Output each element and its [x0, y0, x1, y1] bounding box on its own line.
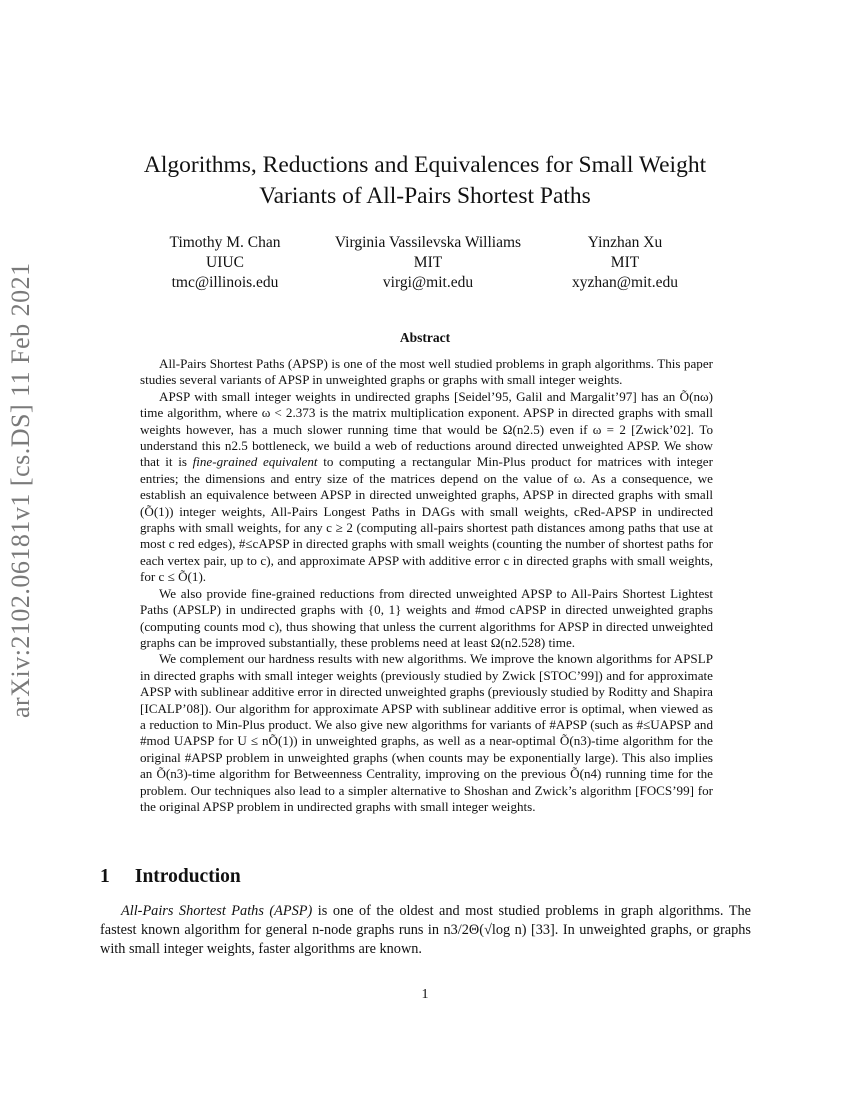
emphasis-term: All-Pairs Shortest Paths (APSP) [121, 903, 313, 919]
author-3 [555, 233, 695, 293]
author-name: Virginia Vassilevska Williams [334, 234, 522, 251]
author-email: xyzhan@mit.edu [572, 274, 678, 291]
title-line-2: Variants of All-Pairs Shortest Paths [259, 183, 591, 209]
section-heading [100, 866, 241, 888]
author-2 [318, 233, 538, 293]
intro-text: is one of the oldest and most studied problems in graph algorithms. The fastest known algorithm for general n-node graphs runs in n3/2Θ(√log n) [33]. In unweighted graphs, or graphs with small integer weights, faster algorithms are known. [100, 903, 751, 958]
section-number: 1 [100, 866, 110, 887]
title-line-1: Algorithms, Reductions and Equivalences for Small Weight [143, 152, 707, 178]
author-affiliation: UIUC [206, 254, 244, 271]
arxiv-stamp: arXiv:2102.06181v1 [cs.DS] 11 Feb 2021 [6, 262, 35, 718]
abstract-text: APSP with small integer weights in undirected graphs [Seidel’95, Galil and Margalit’97] has an Õ(nω) time algorithm, where ω < 2.373 is the matrix multiplication exponent. APSP in directed graphs with small weights however, has a much slower running time that would be Ω(n2.5) even if ω = 2 [Zwick’02]. To understand this n2.5 bottleneck, we build a web of reductions around directed unweighted APSP. We show that it is [140, 388, 713, 470]
abstract-paragraph-2 [140, 389, 713, 586]
abstract-paragraph-1: All-Pairs Shortest Paths (APSP) is one of the most well studied problems in graph algorithms. This paper studies several variants of APSP in unweighted graphs or graphs with small integer weights. [140, 356, 713, 388]
introduction-body [100, 902, 751, 960]
author-email: tmc@illinois.edu [171, 274, 279, 291]
section-title: Introduction [134, 866, 241, 887]
paper-title [100, 150, 750, 212]
abstract-heading: Abstract [399, 330, 451, 345]
author-1 [150, 233, 300, 293]
abstract-paragraph-3: We also provide fine-grained reductions from directed unweighted APSP to All-Pairs Shortest Lightest Paths (APSLP) in undirected graphs with {0, 1} weights and #mod cAPSP in directed unweighted graphs (computing counts mod c), thus showing that unless the current algorithms for APSP in directed unweighted graphs can be improved substantially, these problems need at least Ω(n2.528) time. [140, 585, 713, 650]
abstract-body [140, 356, 713, 815]
abstract-text: to computing a rectangular Min-Plus product for matrices with integer entries; the dimensions and entry size of the matrices depend on the value of ω. As a consequence, we establish an equivalence between APSP in directed unweighted graphs, APSP in directed graphs with small (Õ(1)) integer weights, All-Pairs Longest Paths in DAGs with small weights, cRed-APSP in undirected graphs with small weights, for any c ≥ 2 (computing all-pairs shortest path distances among paths that use at most c red edges), #≤cAPSP in directed graphs with small weights (counting the number of shortest paths for each vertex pair, up to c), and approximate APSP with additive error c in directed graphs with small weights, for c ≤ Õ(1). [140, 454, 713, 585]
author-affiliation: MIT [413, 254, 443, 271]
emphasis-term: fine-grained equivalent [192, 454, 318, 470]
page-number: 1 [421, 987, 429, 1002]
author-affiliation: MIT [610, 254, 640, 271]
author-name: Yinzhan Xu [587, 234, 663, 251]
intro-paragraph [100, 902, 751, 960]
author-email: virgi@mit.edu [382, 274, 474, 291]
abstract-paragraph-4: We complement our hardness results with new algorithms. We improve the known algorithms for APSLP in directed graphs with small integer weights (previously studied by Zwick [STOC’99]) and for approximate APSP with sublinear additive error in directed unweighted graphs (previously studied by Roditty and Shapira [ICALP’08]). Our algorithm for approximate APSP with sublinear additive error is optimal, when viewed as a reduction to Min-Plus product. We also give new algorithms for variants of #APSP (such as #≤UAPSP and #mod UAPSP for U ≤ nÕ(1)) in unweighted graphs, as well as a near-optimal Õ(n3)-time algorithm for the original #APSP problem in unweighted graphs (when counts may be exponentially large). This also implies an Õ(n3)-time algorithm for Betweenness Centrality, improving on the previous Õ(n4) running time for the problem. Our techniques also lead to a simpler alternative to Shoshan and Zwick’s algorithm [FOCS’99] for the original APSP problem in undirected graphs with small integer weights. [140, 651, 713, 814]
author-name: Timothy M. Chan [169, 234, 281, 251]
